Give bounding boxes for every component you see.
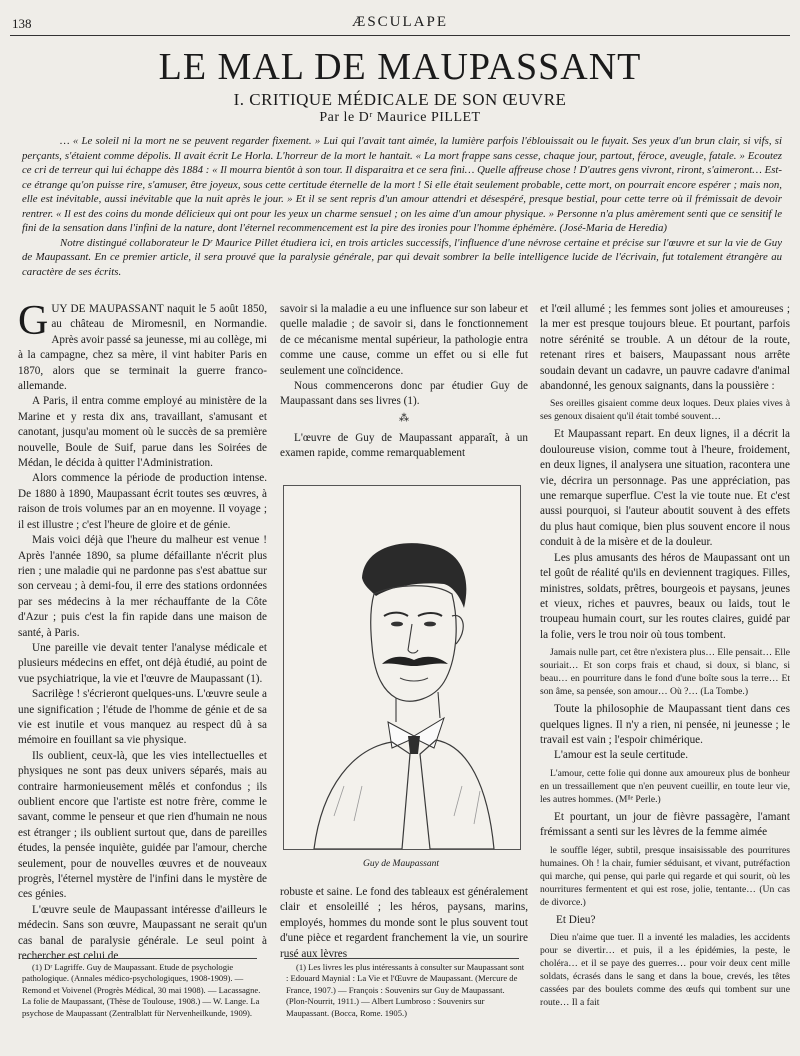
paragraph: savoir si la maladie a eu une influence sur son labeur et quelle maladie ; de savoir si, dans le fonctionnement de ce mécanisme mental supérieur, la pathologie entra comme une cause, comme un effet ou si elle fut seulement une coïncidence. [280,303,528,377]
page-number: 138 [12,16,32,31]
byline: Par le Dʳ Maurice PILLET [319,110,481,125]
header-rule [10,35,790,36]
paragraph: Sacrilège ! s'écrieront quelques-uns. L'œuvre seule a une signification ; l'étude de l'homme de génie et de sa vie est inutile et vous manquez au respect dû à sa mémoire en fouillant sa vie physique. [18,688,267,747]
first-paragraph-text: UY DE MAUPASSANT naquit le 5 août 1850, au château de Miromesnil, en Normandie. Après avoir passé sa jeunesse, mi au collège, mi à la campagne, chez sa mère, il vint habiter Paris en 1870, alors que se terminait la guerre franco-allemande. [18,303,267,393]
section-separator: ⁂ [399,412,409,424]
running-head: ÆSCULAPE [351,14,449,30]
quotation: Dieu n'aime que tuer. Il a inventé les maladies, les accidents pour se divertir… et puis, il a les épidémies, la peste, le choléra… et il se paye des guerres… pour voir deux cent mille soldats, écrasés dans le sang et dans la boue, crevés, les têtes cassées par des boulets comme des œufs qui tombent sur une route… Il a fait [540,931,790,1008]
paragraph: Et Maupassant repart. En deux lignes, il a décrit la douloureuse vision, comme tout à l'heure, froidement, en deux lignes, il analysera une situation, racontera une vie, décrira un personnage. Pas une appréciation, pas une remarque superflue. C'est la vie toute nue. Et c'est aussi pourquoi, si l'auteur aboutit souvent à des effets du plus haut comique, bien plus souvent encore il nous conduit à de la misère et de la douleur. [540,428,790,549]
quotation: le souffle léger, subtil, presque insaisissable des pourritures humaines. Oh ! la chair, fumier séduisant, et vivant, putréfaction qui marche, qui pense, qui parle qui regarde et qui sourit, où les nourritures fermentent et qui est rose, jolie, tentante… (Un cas de divorce.) [540,844,790,908]
footnotes-left [22,962,267,1019]
paragraph: L'œuvre de Guy de Maupassant apparaît, à un examen rapide, comme remarquablement [280,431,528,460]
portrait-caption: Guy de Maupassant [363,859,439,869]
footnote-rule [284,958,519,959]
column-1 [18,298,267,964]
drop-cap: G [18,298,49,344]
portrait-image [283,485,521,850]
first-paragraph [18,298,267,394]
quotation: Jamais nulle part, cet être n'existera plus… Elle pensait… Elle souriait… Et son corps frais et chaud, si doux, si blanc, si beau… en pourriture dans le fond d'une boîte sous la terre… Et son âme, sa pensée, son amour… Où ?… (La Tombe.) [540,647,790,698]
article-title: LE MAL DE MAUPASSANT [158,46,642,88]
column-2-top [280,302,528,462]
epigraph: … « Le soleil ni la mort ne se peuvent regarder fixement. » Lui qui l'avait tant aimée, la lumière parfois l'éblouissait ou le fuyait. Ses yeux d'un brun clair, si vifs, si perçants, s'étaient comme dépolis. Il avait écrit Le Horla. L'horreur de la mort le hantait. « La mort frappe sans cesse, chaque jour, partout, féroce, aveugle, fatale. » Ecoutez ce cri de terreur qui lui échappe dès 1884 : « Il mourra bientôt à son tour. Il disparaitra et ce sera fini… Quelle affreuse chose ! D'autres gens vivront, riront, s'aimeront… Est-ce étrange qu'on puisse rire, s'amuser, être joyeux, sous cette certitude éternelle de la mort ! Si elle était seulement probable, cette mort, on pourrait encore espérer ; mais non, elle est inévitable, aussi inévitable que la nuit après le jour. » Et il se sent repris d'un amour attendri et désespéré, presque bestial, pour cette terre où il frémissait de devoir rentrer. « Il est des coins du monde délicieux qui ont pour les yeux un charme sensuel ; on les aime d'un amour physique. » Personne n'a plus amèrement senti que ce sensitif le fini de la sensation dans l'infini de la nature, dont l'éternel recommencement est la pire des ironies pour l'homme éphémère. (José-Maria de Heredia) [22,135,782,234]
footnote: (1) Dʳ Lagriffe. Guy de Maupassant. Etude de psychologie pathologique. (Annales médico-psychologiques, 1908-1909). — Remond et Voivenel (Progrès Médical, 30 mai 1908). — Lacassagne. La folie de Maupassant, (Thèse de Toulouse, 1908.) — W. Lange. La psychose de Maupassant (Zentralblatt für Nervenheilkunde, 1909). [22,962,261,1018]
paragraph: Alors commence la période de production intense. De 1880 à 1890, Maupassant écrit toutes ses œuvres, à raison de trois volumes par an en moyenne. Il voyage ; il est illustre ; c'est l'heure de gloire et de génie. [18,472,267,531]
portrait-engraving [284,486,520,849]
paragraph: L'œuvre seule de Maupassant intéresse d'ailleurs le médecin. Sans son œuvre, Maupassant ne serait qu'un cas banal de paralysie générale. Le seul point à rechercher est celui de [18,903,267,963]
footnotes-right [286,962,526,1019]
article-subtitle: I. CRITIQUE MÉDICALE DE SON ŒUVRE [233,90,567,109]
column-3 [540,302,790,1013]
footnote: (1) Les livres les plus intéressants à consulter sur Maupassant sont : Edouard Maynial : La Vie et l'Œuvre de Maupassant. (Mercure de France, 1907.) — François : Souvenirs sur Guy de Maupassant. (Plon-Nourrit, 1911.) — Albert Lumbroso : Souvenirs sur Maupassant. (Bocca, Rome. 1905.) [286,962,525,1018]
paragraph: L'amour est la seule certitude. [554,749,689,762]
paragraph: Les plus amusants des héros de Maupassant ont un tel goût de réalité qu'ils en deviennent tragiques. Filles, ministres, soldats, prêtres, bourgeois et paysans, jeunes et vieux, riches et pauvres, beaux ou laids, tout le troupeau humain court, sur les routes claires, guidé par la folie, vers le trou noir où tous tombent. [540,551,790,641]
intro-block [22,134,782,279]
editor-note: Notre distingué collaborateur le Dʳ Maurice Pillet étudiera ici, en trois articles successifs, l'influence d'une névrose certaine et précise sur l'œuvre et sur la vie de Guy de Maupassant. En ce premier article, il sera prouvé que la paralysie générale, par qui devait sombrer la belle intelligence lucide de l'écrivain, fut totalement étrangère au caractère de ses écrits. [22,236,782,278]
quotation: Ses oreilles gisaient comme deux loques. Deux plaies vives à ses genoux disaient qu'il était tombé souvent… [540,398,790,423]
paragraph: Toute la philosophie de Maupassant tient dans ces quelques lignes. Il n'y a rien, ni pensée, ni jeunesse ; le travail est vain ; l'espoir chimérique. [540,703,790,746]
footnote-rule [22,958,257,959]
paragraph: A Paris, il entra comme employé au ministère de la Marine et y resta dix ans, travaillant, s'amusant et canotant, jusqu'au moment où le succès de sa première nouvelle, Boule de Suif, parue dans les Soirées de Médan, le décida à quitter l'Administration. [18,395,267,470]
paragraph: Et pourtant, un jour de fièvre passagère, l'amant frémissant a senti sur les lèvres de la femme aimée [540,810,790,839]
paragraph: Mais voici déjà que l'heure du malheur est venue ! Après l'année 1890, sa plume défaillante n'écrit plus rien ; une maladie qui ne pardonne pas s'est abattue sur son cerveau ; à demi-fou, il erre des stations ordonnées par ses médecins à la mer réchauffante de la Côte d'Azur ; puis c'est la fin rapide dans une maison de santé, à Paris. [18,534,267,639]
subheading: Et Dieu? [556,913,596,926]
paragraph: Une pareille vie devait tenter l'analyse médicale et plusieurs médecins en effet, ont déjà étudié, au point de vue psychiatrique, la vie et l'œuvre de Maupassant (1). [18,641,267,685]
paragraph: et l'œil allumé ; les femmes sont jolies et amoureuses ; la mer est presque toujours bleue. Et pourtant, parfois notre sérénité se trouble. A un détour de la route, retenant rires et baisers, Maupassant nous arrête soudain devant un cadavre, un pauvre cadavre d'animal abandonné, les genoux saignants, dans la poussière : [540,303,790,393]
paragraph: Ils oublient, ceux-là, que les vies intellectuelles et physiques ne sont pas deux univers séparés, mais au contraire harmonieusement mêlés et confondus ; ils oublient encore que l'artiste est notre frère, comme le savant, comme le penseur et que rien d'humain ne nous est étranger ; ils oublient surtout que, dans de pareilles études, la pensée inquiète, guidée par l'amour, cherche seulement, pour de nouvelles œuvres et de nouveaux progrès, l'éternel mystère de l'infini dans le mystère de ces génies. [18,749,267,901]
quotation: L'amour, cette folie qui donne aux amoureux plus de bonheur en un tressaillement que n'en peuvent cueillir, en toute leur vie, les autres hommes. (Mˡˡᵉ Perle.) [540,767,790,805]
paragraph: robuste et saine. Le fond des tableaux est généralement clair et ensoleillé ; les héros, paysans, marins, employés, hommes du monde sont le plus souvent tout d'une pièce et regardent franchement la vie, un sourire rusé aux lèvres [280,886,528,960]
paragraph: Nous commencerons donc par étudier Guy de Maupassant dans ses livres (1). [280,380,528,408]
column-2-bottom [280,885,528,962]
